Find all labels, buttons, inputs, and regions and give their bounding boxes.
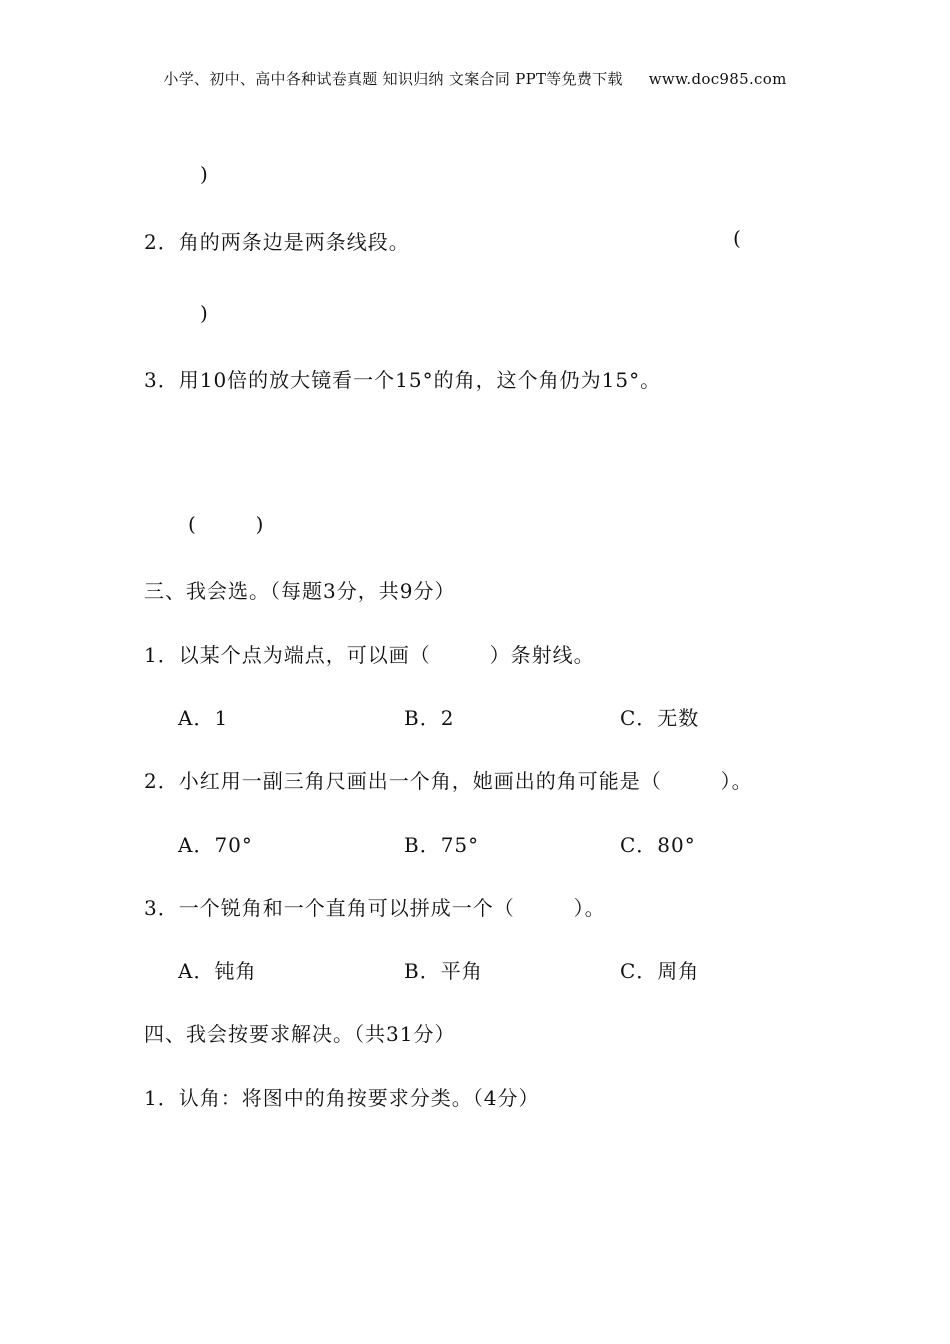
choice-q2-option-c: C．80° — [620, 833, 696, 857]
choice-question-3: 3．一个锐角和一个直角可以拼成一个（ ）。 — [144, 896, 606, 920]
q2-close-paren: ) — [200, 301, 209, 325]
q3-answer-parens: ( ) — [188, 512, 265, 536]
q1-close-paren: ) — [200, 162, 209, 186]
question-3-text: 3．用10倍的放大镜看一个15°的角，这个角仍为15°。 — [144, 368, 662, 392]
choice-question-1: 1．以某个点为端点，可以画（ ）条射线。 — [144, 643, 595, 667]
header-text: 小学、初中、高中各种试卷真题 知识归纳 文案合同 PPT等免费下载 — [163, 70, 623, 88]
section-four-title: 四、我会按要求解决。（共31分） — [144, 1022, 456, 1046]
section-three-title: 三、我会选。（每题3分，共9分） — [144, 579, 456, 603]
choice-q1-option-a: A．1 — [178, 706, 229, 730]
page-header — [0, 68, 950, 89]
choice-q2-option-a: A．70° — [178, 833, 253, 857]
choice-q3-option-c: C．周角 — [620, 959, 700, 983]
header-url: www.doc985.com — [648, 70, 787, 88]
choice-q3-option-b: B．平角 — [404, 959, 483, 983]
section-four-question-1: 1．认角：将图中的角按要求分类。（4分） — [144, 1086, 540, 1110]
question-2-text: 2．角的两条边是两条线段。 — [144, 230, 410, 254]
choice-question-2: 2．小红用一副三角尺画出一个角，她画出的角可能是（ ）。 — [144, 769, 753, 793]
choice-q1-option-b: B．2 — [404, 706, 455, 730]
choice-q3-option-a: A．钝角 — [178, 959, 257, 983]
choice-q1-option-c: C．无数 — [620, 706, 700, 730]
choice-q2-option-b: B．75° — [404, 833, 480, 857]
q2-open-paren: ( — [733, 226, 742, 250]
